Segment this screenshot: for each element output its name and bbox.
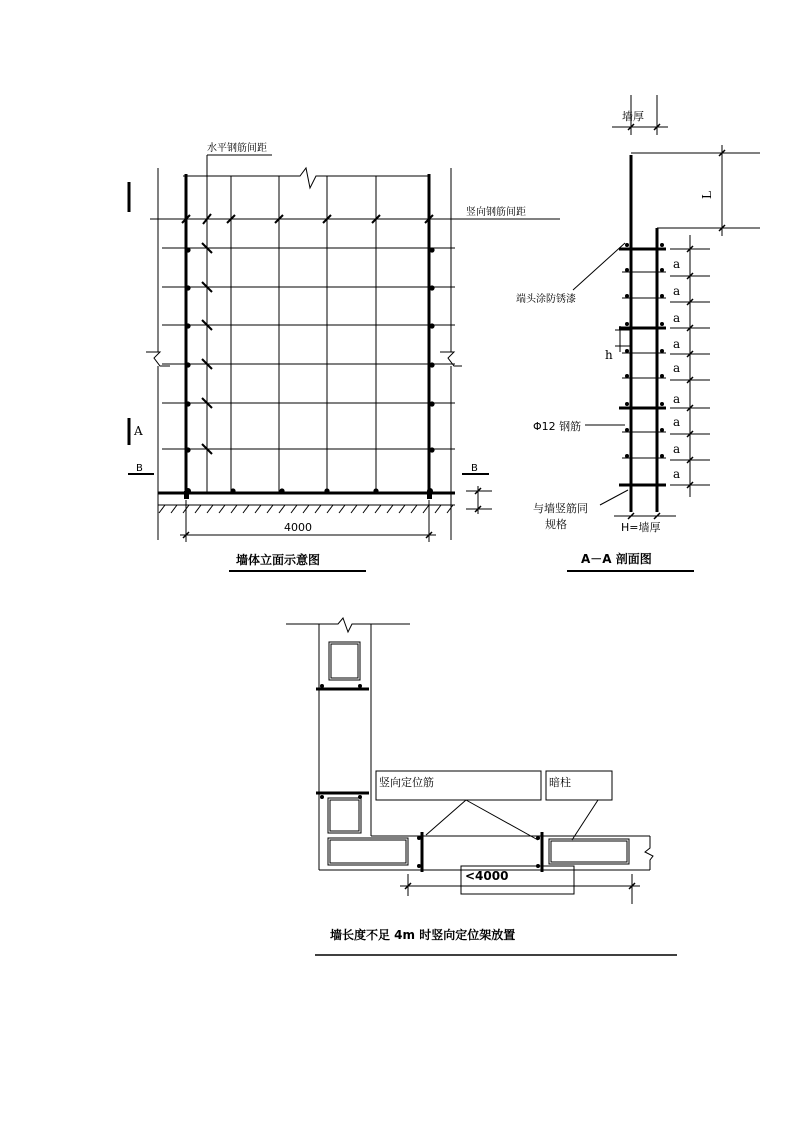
dimension-4000: 4000 [284,521,312,534]
caption-wall-elevation: 墙体立面示意图 [236,553,321,567]
section-label-b-right: B [471,463,478,474]
leader [466,800,538,840]
label-h: h [605,348,613,362]
label-rust-paint: 端头涂防锈漆 [516,294,576,305]
rebar-dots [185,247,435,494]
column-rect-inner [330,800,359,831]
a-label: a [673,467,681,481]
label-wall-thickness: 墙厚 [622,110,644,123]
label-rebar: Φ12 钢筋 [533,420,582,433]
a-label: a [673,257,681,271]
leader [572,800,598,840]
caption-plan-layout: 墙长度不足 4m 时竖向定位架放置 [330,928,516,942]
section-label-b-left: B [136,463,143,474]
label-vertical-locating-bar: 竖向定位筋 [379,776,434,789]
a-label: a [673,337,681,351]
a-label: a [673,361,681,375]
column-rect [329,642,360,680]
column-rect-inner [331,644,358,678]
leader-same-spec [600,490,628,505]
hidden-column-rect [549,839,629,864]
label-L: L [700,191,714,199]
corner-column-rect [328,838,408,865]
a-label: a [673,415,681,429]
a-label: a [673,311,681,325]
a-labels [673,257,680,481]
leader [426,800,466,835]
bar-end [427,491,432,499]
label-H: H=墙厚 [621,521,661,534]
plan-layout-figure [286,618,677,955]
label-hidden-column: 暗柱 [549,776,571,789]
caption-section-aa: A－A 剖面图 [581,552,652,566]
bar-end [184,491,189,499]
dimension-less-than-4000: <4000 [465,869,509,883]
break-line [286,618,410,632]
section-aa-figure [567,95,760,571]
label-same-spec-2: 规格 [545,518,567,531]
hidden-column-rect-inner [551,841,627,862]
label-vertical-spacing: 竖向钢筋间距 [466,207,526,218]
corner-column-rect-inner [330,840,406,863]
a-label: a [673,284,681,298]
column-rect [328,798,361,833]
leader-rust-paint [573,243,625,290]
top-break-line [183,168,430,188]
a-label: a [673,442,681,456]
ground-hatch [159,505,453,513]
label-same-spec-1: 与墙竖筋同 [533,502,588,515]
break-line [645,836,653,870]
a-label: a [673,392,681,406]
section-label-a: A [134,424,143,438]
label-horizontal-spacing: 水平钢筋间距 [207,143,267,154]
